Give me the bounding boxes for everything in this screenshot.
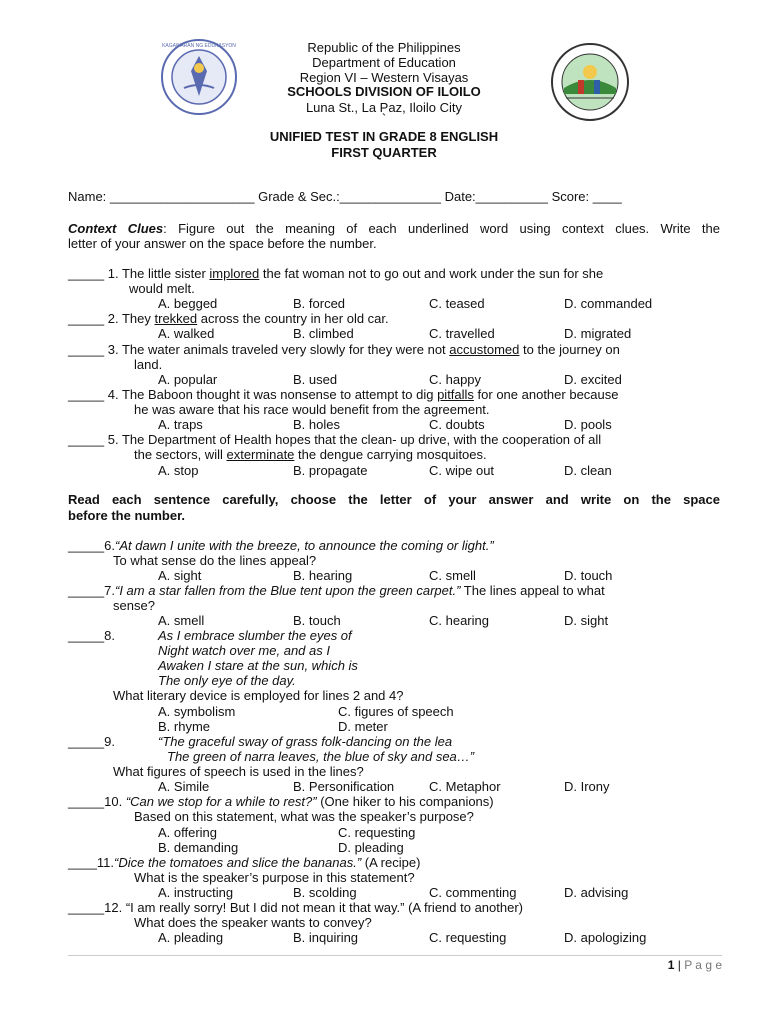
poem-line: The green of narra leaves, the blue of sky and sea…”: [167, 749, 475, 764]
option-a: A. stop: [158, 463, 199, 478]
poem-line: Night watch over me, and as I: [158, 643, 330, 658]
part1-instruction: Context Clues: Figure out the meaning of each underlined word using context clues. Write the: [68, 221, 720, 236]
page-number: 1: [667, 958, 675, 972]
option-d: D. apologizing: [564, 930, 647, 945]
option-a: A. offering: [158, 825, 218, 840]
option-c: C. doubts: [429, 417, 485, 432]
option-c: C. hearing: [429, 613, 489, 628]
option-b: B. holes: [293, 417, 340, 432]
option-c: C. Metaphor: [429, 779, 501, 794]
option-d: D. commanded: [564, 296, 653, 311]
option-b: B. rhyme: [158, 719, 211, 734]
option-b: B. scolding: [293, 885, 357, 900]
option-a: A. pleading: [158, 930, 224, 945]
question-9-ask: What figures of speech is used in the lines?: [113, 764, 364, 779]
question-11-ask: What is the speaker’s purpose in this statement?: [134, 870, 415, 885]
option-b: B. Personification: [293, 779, 395, 794]
svg-text:KAGAWARAN NG EDUKASYON: KAGAWARAN NG EDUKASYON: [162, 43, 236, 49]
option-b: B. touch: [293, 613, 341, 628]
question-5: _____ 5. The Department of Health hopes that the clean- up drive, with the cooperation of all: [68, 432, 602, 447]
test-title: UNIFIED TEST IN GRADE 8 ENGLISH: [269, 129, 499, 144]
option-a: A. instructing: [158, 885, 234, 900]
poem-line: The only eye of the day.: [158, 673, 296, 688]
part2-instruction: Read each sentence carefully, choose the letter of your answer and write on the space: [68, 492, 720, 507]
option-c: C. travelled: [429, 326, 495, 341]
option-d: D. pools: [564, 417, 612, 432]
option-b: B. propagate: [293, 463, 368, 478]
question-7: _____7.“I am a star fallen from the Blue tent upon the green carpet.” The lines appeal to what: [68, 583, 605, 598]
underlined-word: pitfalls: [437, 387, 474, 402]
option-a: A. begged: [158, 296, 218, 311]
underlined-word: trekked: [154, 311, 198, 326]
option-c: C. requesting: [338, 825, 416, 840]
question-7-cont: sense?: [113, 598, 155, 613]
question-4: _____ 4. The Baboon thought it was nonsense to attempt to dig pitfalls for one another because: [68, 387, 619, 402]
underlined-word: implored: [209, 266, 260, 281]
option-c: C. figures of speech: [338, 704, 454, 719]
header-address: Luna St., La Paz, Iloilo City: [305, 100, 463, 115]
option-c: C. commenting: [429, 885, 517, 900]
question-5-cont: the sectors, will exterminate the dengue carrying mosquitoes.: [134, 447, 487, 462]
option-d: D. meter: [338, 719, 388, 734]
header-region: Region VI – Western Visayas: [299, 70, 469, 85]
question-11: ____11.“Dice the tomatoes and slice the bananas.” (A recipe): [68, 855, 421, 870]
option-a: A. sight: [158, 568, 202, 583]
question-6: _____6.“At dawn I unite with the breeze, to announce the coming or light.”: [68, 538, 494, 553]
question-8-ask: What literary device is employed for lines 2 and 4?: [113, 688, 404, 703]
question-1: _____ 1. The little sister implored the fat woman not to go out and work under the sun for she: [68, 266, 604, 281]
page-footer: 1 | P a g e: [667, 958, 722, 972]
option-d: D. pleading: [338, 840, 404, 855]
option-c: C. smell: [429, 568, 476, 583]
option-b: B. climbed: [293, 326, 354, 341]
poem-line: As I embrace slumber the eyes of: [158, 628, 352, 643]
option-c: C. happy: [429, 372, 482, 387]
option-a: A. walked: [158, 326, 215, 341]
option-a: A. symbolism: [158, 704, 236, 719]
option-d: D. Irony: [564, 779, 610, 794]
option-d: D. excited: [564, 372, 622, 387]
part2-instruction-cont: before the number.: [68, 508, 186, 523]
option-c: C. requesting: [429, 930, 507, 945]
option-d: D. advising: [564, 885, 629, 900]
option-d: D. touch: [564, 568, 613, 583]
underlined-word: exterminate: [226, 447, 295, 462]
option-d: D. sight: [564, 613, 609, 628]
question-8-number: _____8.: [68, 628, 115, 643]
poem-line: “The graceful sway of grass folk-dancing on the lea: [158, 734, 453, 749]
page-word: P a g e: [684, 958, 722, 972]
header-department: Department of Education: [312, 55, 456, 70]
option-a: A. traps: [158, 417, 203, 432]
header-republic: Republic of the Philippines: [307, 40, 461, 55]
test-subtitle: FIRST QUARTER: [331, 145, 437, 160]
question-10: _____10. “Can we stop for a while to rest?” (One hiker to his companions): [68, 794, 494, 809]
option-b: B. inquiring: [293, 930, 359, 945]
option-a: A. popular: [158, 372, 218, 387]
question-2: _____ 2. They trekked across the country in her old car.: [68, 311, 389, 326]
question-12-ask: What does the speaker wants to convey?: [134, 915, 372, 930]
header-division: SCHOOLS DIVISION OF ILOILO: [287, 84, 481, 99]
option-a: A. smell: [158, 613, 205, 628]
option-a: A. Simile: [158, 779, 210, 794]
student-info-line: Name: ____________________ Grade & Sec.:______________ Date:__________ Score: ____: [68, 189, 622, 204]
option-b: B. hearing: [293, 568, 353, 583]
question-3-cont: land.: [134, 357, 163, 372]
question-4-cont: he was aware that his race would benefit from the agreement.: [134, 402, 490, 417]
option-d: D. migrated: [564, 326, 632, 341]
footer-divider: [68, 955, 722, 956]
question-9-number: _____9.: [68, 734, 115, 749]
part1-instruction-cont: letter of your answer on the space before the number.: [68, 236, 377, 251]
option-b: B. forced: [293, 296, 346, 311]
question-10-ask: Based on this statement, what was the speaker’s purpose?: [134, 809, 474, 824]
option-d: D. clean: [564, 463, 612, 478]
option-c: C. teased: [429, 296, 485, 311]
question-12: _____12. “I am really sorry! But I did not mean it that way.” (A friend to another): [68, 900, 523, 915]
option-b: B. used: [293, 372, 338, 387]
part1-heading: Context Clues: [68, 221, 164, 236]
header-stray-mark: `: [381, 111, 387, 126]
option-c: C. wipe out: [429, 463, 495, 478]
poem-line: Awaken I stare at the sun, which is: [158, 658, 358, 673]
question-3: _____ 3. The water animals traveled very slowly for they were not accustomed to the journey on: [68, 342, 620, 357]
underlined-word: accustomed: [449, 342, 520, 357]
question-6-ask: To what sense do the lines appeal?: [113, 553, 317, 568]
option-b: B. demanding: [158, 840, 239, 855]
question-1-cont: would melt.: [129, 281, 195, 296]
